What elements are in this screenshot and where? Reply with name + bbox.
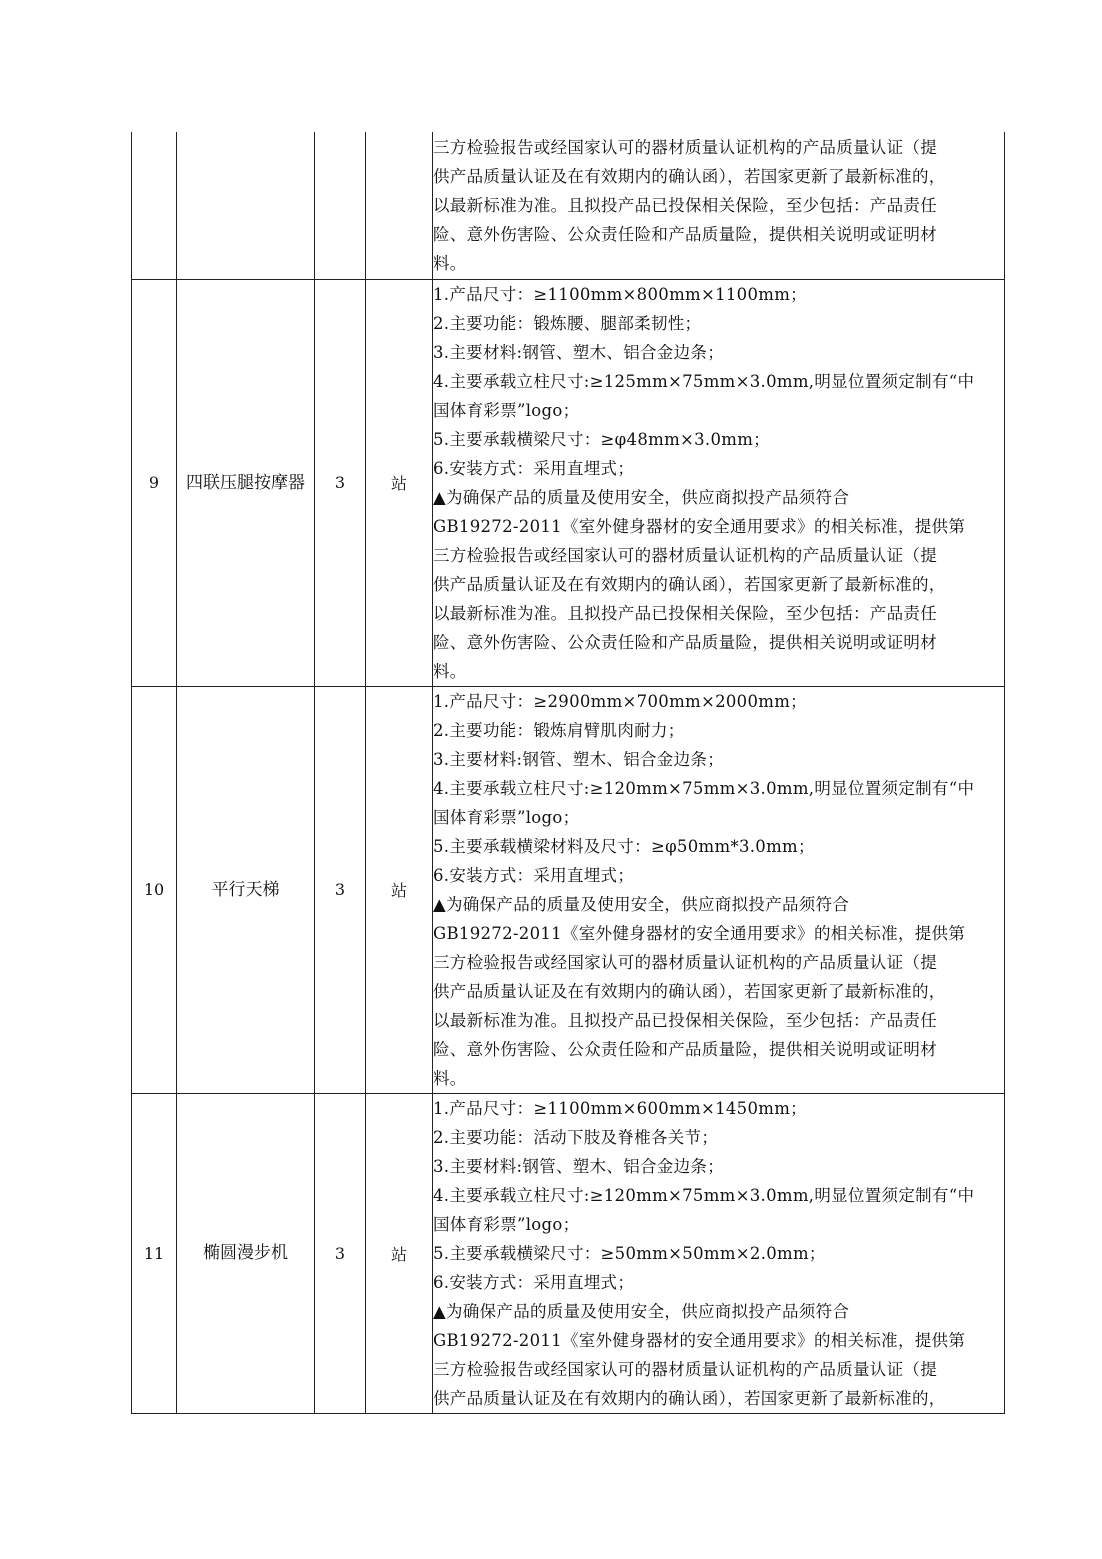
requirement-line: 供产品质量认证及在有效期内的确认函），若国家更新了最新标准的， — [433, 981, 946, 1001]
table-row — [132, 279, 1005, 686]
table-row — [132, 132, 1005, 279]
requirement-line: 2.主要功能：锻炼腰、腿部柔韧性； — [433, 313, 702, 333]
requirement-line: 6.安装方式：采用直埋式； — [433, 1272, 635, 1292]
requirement-line: 3.主要材料:钢管、塑木、铝合金边条； — [433, 1156, 725, 1176]
requirement-line: 4.主要承载立柱尺寸:≥120mm×75mm×3.0mm,明显位置须定制有“中 — [433, 1185, 975, 1205]
requirement-line: 国体育彩票”logo； — [433, 400, 580, 420]
requirement-line: 供产品质量认证及在有效期内的确认函），若国家更新了最新标准的， — [433, 166, 946, 186]
item-name: 平行天梯 — [177, 686, 315, 1093]
item-unit: 站 — [366, 686, 433, 1093]
item-name — [177, 132, 315, 279]
item-requirements — [433, 686, 1005, 1093]
item-requirements — [433, 279, 1005, 686]
requirement-line: 4.主要承载立柱尺寸:≥120mm×75mm×3.0mm,明显位置须定制有“中 — [433, 778, 975, 798]
requirement-line: 5.主要承载横梁材料及尺寸：≥φ50mm*3.0mm； — [433, 836, 815, 856]
requirement-line: 5.主要承载横梁尺寸：≥50mm×50mm×2.0mm； — [433, 1243, 826, 1263]
item-requirements — [433, 1093, 1005, 1413]
requirement-line: 料。 — [433, 1068, 467, 1088]
requirement-line: 险、意外伤害险、公众责任险和产品质量险，提供相关说明或证明材 — [433, 224, 937, 244]
requirement-line: 三方检验报告或经国家认可的器材质量认证机构的产品质量认证（提 — [433, 952, 937, 972]
requirement-line: 3.主要材料:钢管、塑木、铝合金边条； — [433, 749, 725, 769]
requirement-line: 3.主要材料:钢管、塑木、铝合金边条； — [433, 342, 725, 362]
requirement-line: 1.产品尺寸：≥2900mm×700mm×2000mm； — [433, 691, 807, 711]
requirement-line: 国体育彩票”logo； — [433, 1214, 580, 1234]
requirement-line: 料。 — [433, 661, 467, 681]
requirement-line: 料。 — [433, 253, 467, 273]
requirement-line: 国体育彩票”logo； — [433, 807, 580, 827]
requirement-line: 1.产品尺寸：≥1100mm×800mm×1100mm； — [433, 284, 807, 304]
item-quantity: 3 — [315, 279, 366, 686]
item-quantity: 3 — [315, 686, 366, 1093]
requirement-line: ▲为确保产品的质量及使用安全，供应商拟投产品须符合 — [433, 1301, 850, 1321]
item-unit: 站 — [366, 279, 433, 686]
item-name: 椭圆漫步机 — [177, 1093, 315, 1413]
requirement-line: 三方检验报告或经国家认可的器材质量认证机构的产品质量认证（提 — [433, 545, 937, 565]
requirement-line: 险、意外伤害险、公众责任险和产品质量险，提供相关说明或证明材 — [433, 632, 937, 652]
requirement-line: 6.安装方式：采用直埋式； — [433, 458, 635, 478]
table-row — [132, 686, 1005, 1093]
requirement-line: 4.主要承载立柱尺寸:≥125mm×75mm×3.0mm,明显位置须定制有“中 — [433, 371, 975, 391]
requirement-line: 三方检验报告或经国家认可的器材质量认证机构的产品质量认证（提 — [433, 1359, 937, 1379]
requirement-line: 2.主要功能：锻炼肩臂肌肉耐力； — [433, 720, 685, 740]
item-number — [132, 132, 177, 279]
requirement-line: 以最新标准为准。且拟投产品已投保相关保险，至少包括：产品责任 — [433, 1010, 937, 1030]
equipment-spec-table — [131, 132, 1005, 1414]
item-unit — [366, 132, 433, 279]
requirement-line: GB19272-2011《室外健身器材的安全通用要求》的相关标准，提供第 — [433, 1330, 966, 1350]
requirement-line: 6.安装方式：采用直埋式； — [433, 865, 635, 885]
requirement-line: 供产品质量认证及在有效期内的确认函），若国家更新了最新标准的， — [433, 574, 946, 594]
item-unit: 站 — [366, 1093, 433, 1413]
requirement-line: 供产品质量认证及在有效期内的确认函），若国家更新了最新标准的， — [433, 1388, 946, 1408]
item-number: 9 — [132, 279, 177, 686]
requirement-line: GB19272-2011《室外健身器材的安全通用要求》的相关标准，提供第 — [433, 516, 966, 536]
requirement-line: ▲为确保产品的质量及使用安全，供应商拟投产品须符合 — [433, 487, 850, 507]
requirement-line: 以最新标准为准。且拟投产品已投保相关保险，至少包括：产品责任 — [433, 195, 937, 215]
requirement-line: 以最新标准为准。且拟投产品已投保相关保险，至少包括：产品责任 — [433, 603, 937, 623]
requirement-line: 1.产品尺寸：≥1100mm×600mm×1450mm； — [433, 1098, 807, 1118]
requirement-line: 5.主要承载横梁尺寸：≥φ48mm×3.0mm； — [433, 429, 770, 449]
item-quantity: 3 — [315, 1093, 366, 1413]
requirement-line: 2.主要功能：活动下肢及脊椎各关节； — [433, 1127, 719, 1147]
item-number: 11 — [132, 1093, 177, 1413]
requirement-line: ▲为确保产品的质量及使用安全，供应商拟投产品须符合 — [433, 894, 850, 914]
item-name: 四联压腿按摩器 — [177, 279, 315, 686]
item-number: 10 — [132, 686, 177, 1093]
item-quantity — [315, 132, 366, 279]
requirement-line: 三方检验报告或经国家认可的器材质量认证机构的产品质量认证（提 — [433, 137, 937, 157]
table-row — [132, 1093, 1005, 1413]
requirement-line: GB19272-2011《室外健身器材的安全通用要求》的相关标准，提供第 — [433, 923, 966, 943]
item-requirements — [433, 132, 1005, 279]
requirement-line: 险、意外伤害险、公众责任险和产品质量险，提供相关说明或证明材 — [433, 1039, 937, 1059]
